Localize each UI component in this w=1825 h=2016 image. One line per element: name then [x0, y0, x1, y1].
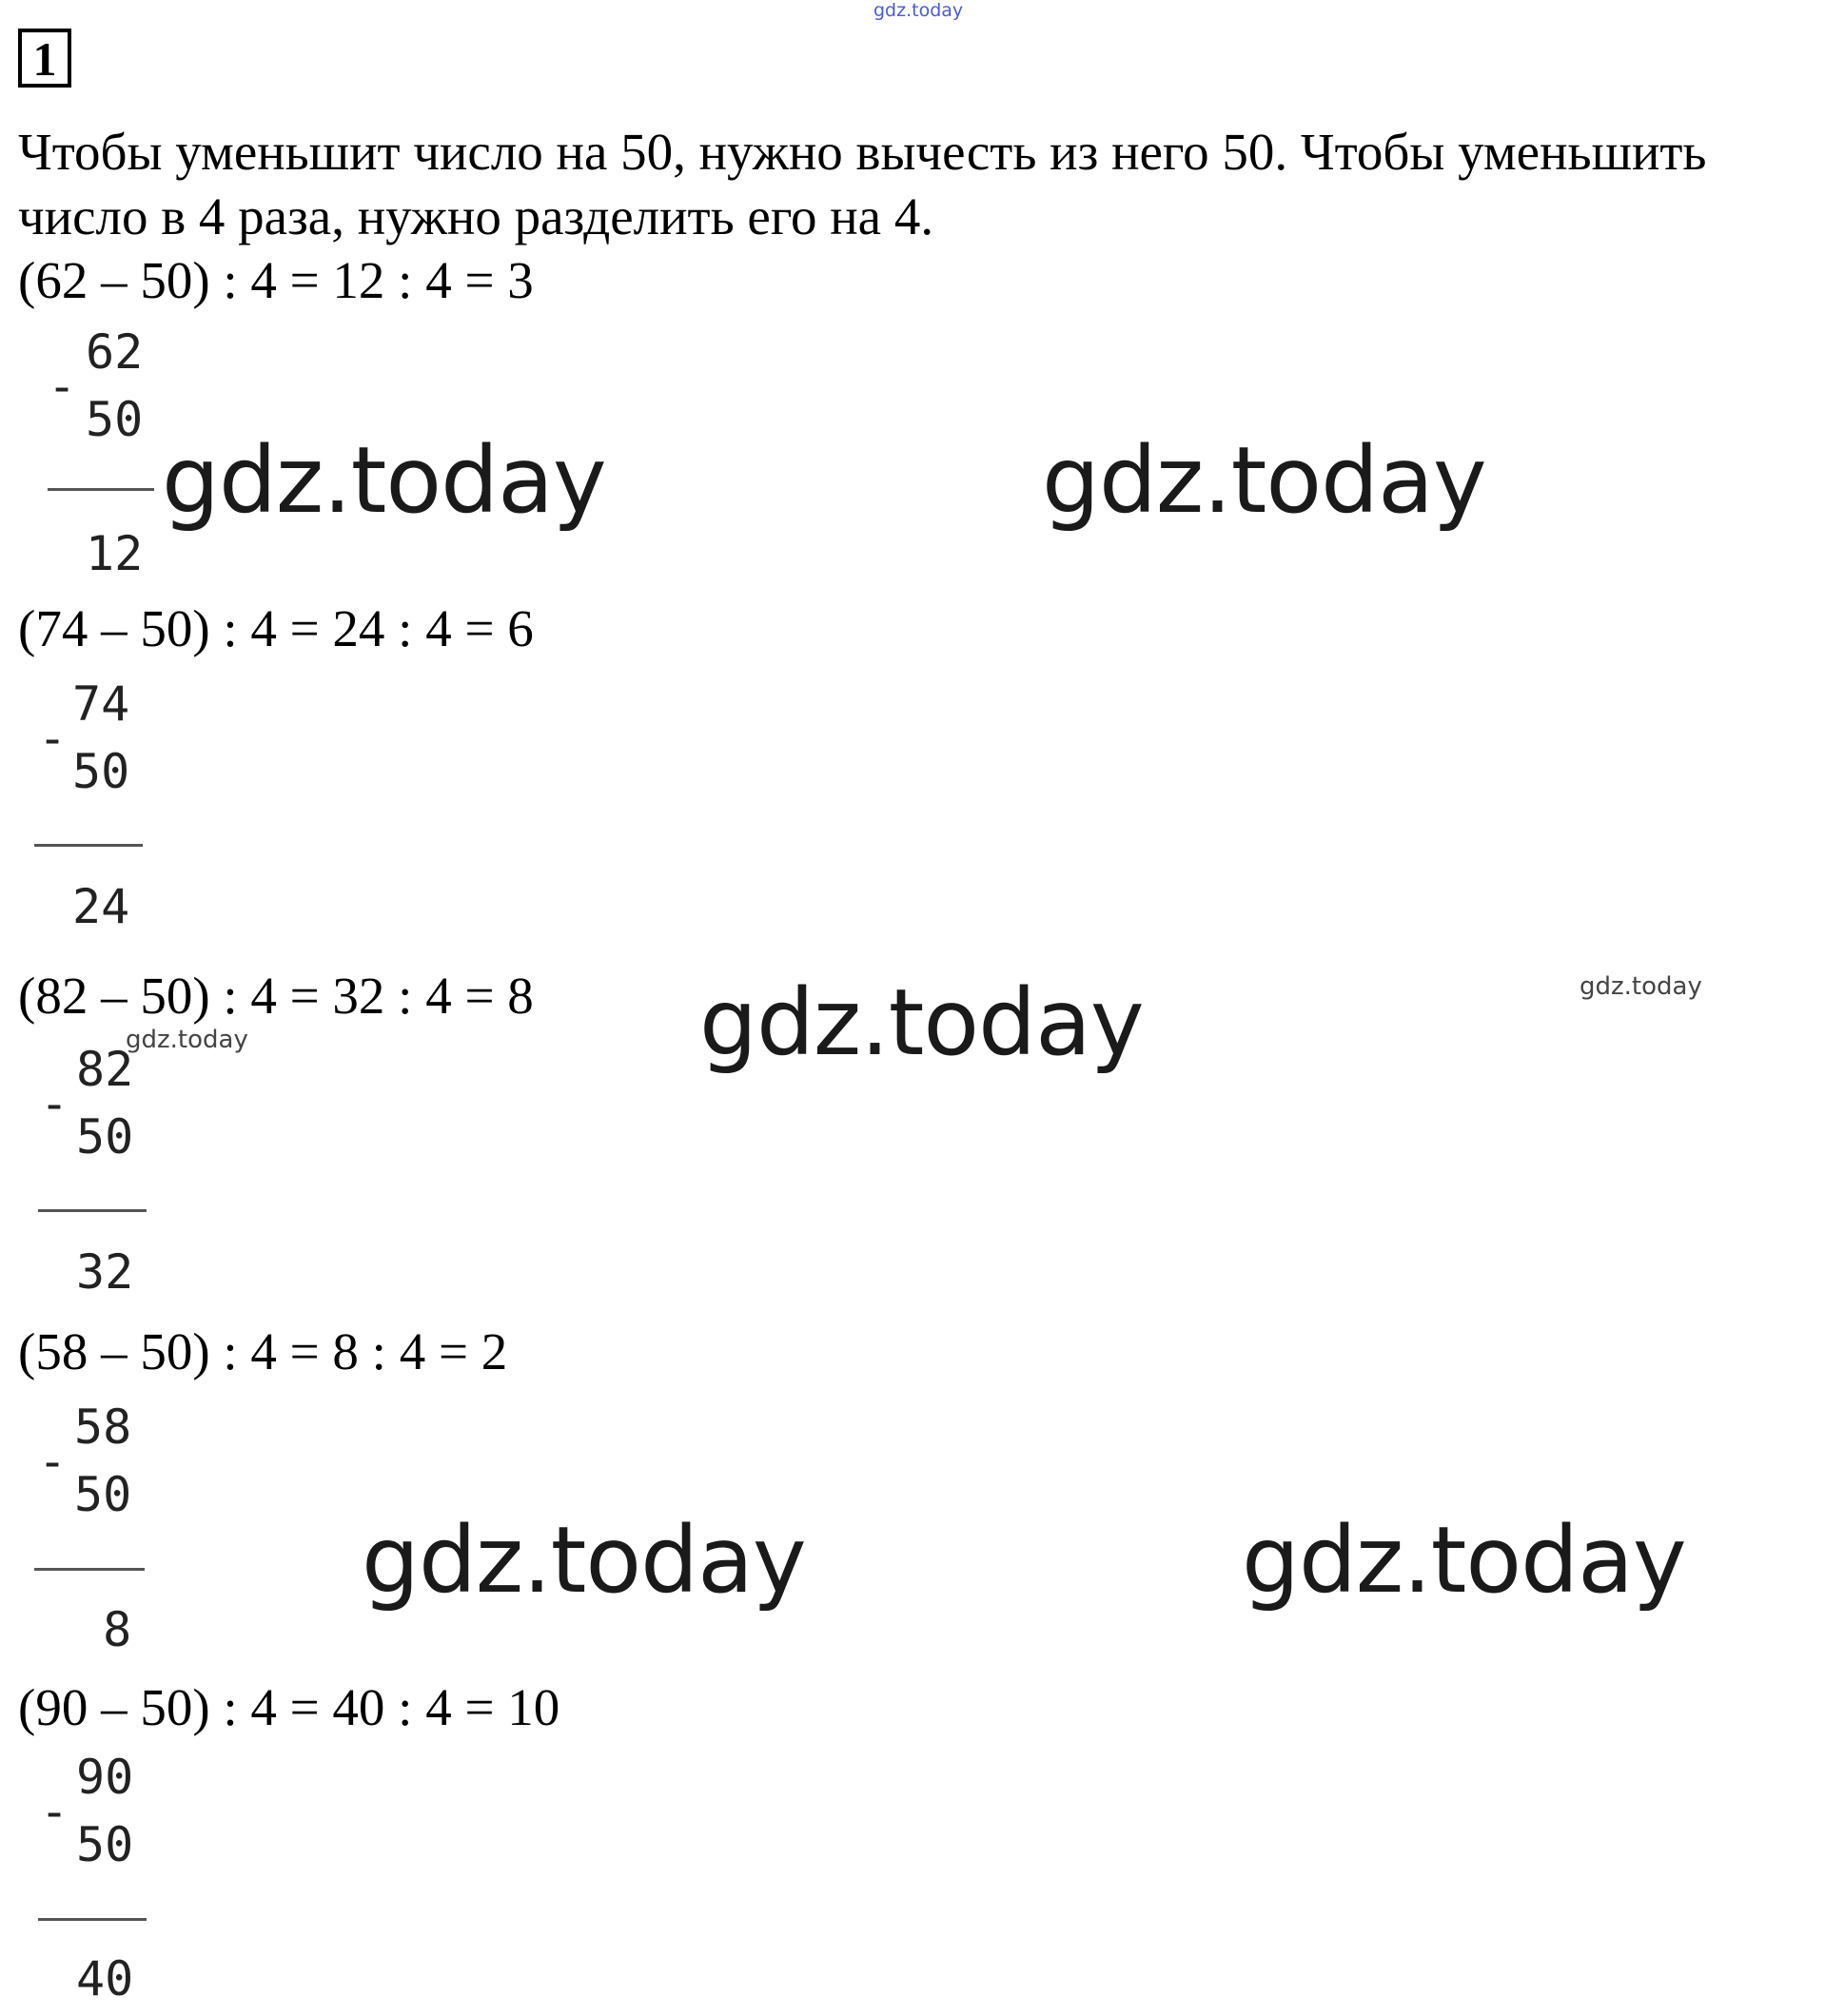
- column-line: [38, 1918, 147, 1921]
- minus-sign: -: [38, 711, 68, 766]
- column-subtraction-1: [38, 323, 171, 590]
- watermark-small-1: gdz.today: [1580, 972, 1702, 1001]
- watermark-large-1: gdz.today: [162, 427, 606, 534]
- subtrahend: 50: [86, 392, 144, 447]
- column-line: [34, 1568, 145, 1571]
- subtrahend: 50: [72, 744, 130, 799]
- expression-2: (74 – 50) : 4 = 24 : 4 = 6: [18, 599, 534, 657]
- intro-line-1: Чтобы уменьшит число на 50, нужно вычесть из него 50. Чтобы уменьшить: [18, 123, 1707, 181]
- column-line: [38, 1209, 147, 1212]
- minuend: 58: [74, 1399, 132, 1455]
- watermark-large-3: gdz.today: [699, 969, 1144, 1076]
- task-intro: [18, 120, 1821, 249]
- expression-3: (82 – 50) : 4 = 32 : 4 = 8: [18, 967, 534, 1025]
- subtrahend: 50: [76, 1109, 134, 1165]
- column-subtraction-4: [38, 1399, 171, 1665]
- column-line: [48, 488, 154, 491]
- subtrahend: 50: [76, 1817, 134, 1872]
- watermark-large-4: gdz.today: [362, 1507, 806, 1614]
- difference: 24: [72, 879, 130, 934]
- watermark-large-2: gdz.today: [1042, 427, 1486, 534]
- difference: 32: [76, 1244, 134, 1300]
- minus-sign: -: [48, 359, 77, 414]
- column-subtraction-2: [38, 675, 171, 942]
- expression-5: (90 – 50) : 4 = 40 : 4 = 10: [18, 1678, 560, 1736]
- minus-sign: -: [38, 1434, 68, 1489]
- minus-sign: -: [40, 1784, 69, 1839]
- minuend: 82: [76, 1042, 134, 1097]
- minuend: 74: [72, 676, 130, 732]
- column-subtraction-3: [38, 1041, 171, 1307]
- minuend: 90: [76, 1750, 134, 1805]
- column-line: [34, 844, 143, 847]
- subtrahend: 50: [74, 1467, 132, 1522]
- difference: 40: [76, 1951, 134, 2006]
- intro-line-2: число в 4 раза, нужно разделить его на 4.: [18, 187, 934, 245]
- task-number: 1: [18, 29, 71, 88]
- expression-4: (58 – 50) : 4 = 8 : 4 = 2: [18, 1322, 508, 1380]
- column-subtraction-5: [38, 1749, 171, 2015]
- watermark-small-2: gdz.today: [126, 1026, 248, 1054]
- difference: 12: [86, 526, 144, 581]
- minuend: 62: [86, 324, 144, 380]
- watermark-top: gdz.today: [873, 0, 964, 21]
- watermark-large-5: gdz.today: [1242, 1507, 1686, 1614]
- expression-1: (62 – 50) : 4 = 12 : 4 = 3: [18, 251, 534, 309]
- difference: 8: [74, 1602, 132, 1657]
- minus-sign: -: [40, 1076, 69, 1131]
